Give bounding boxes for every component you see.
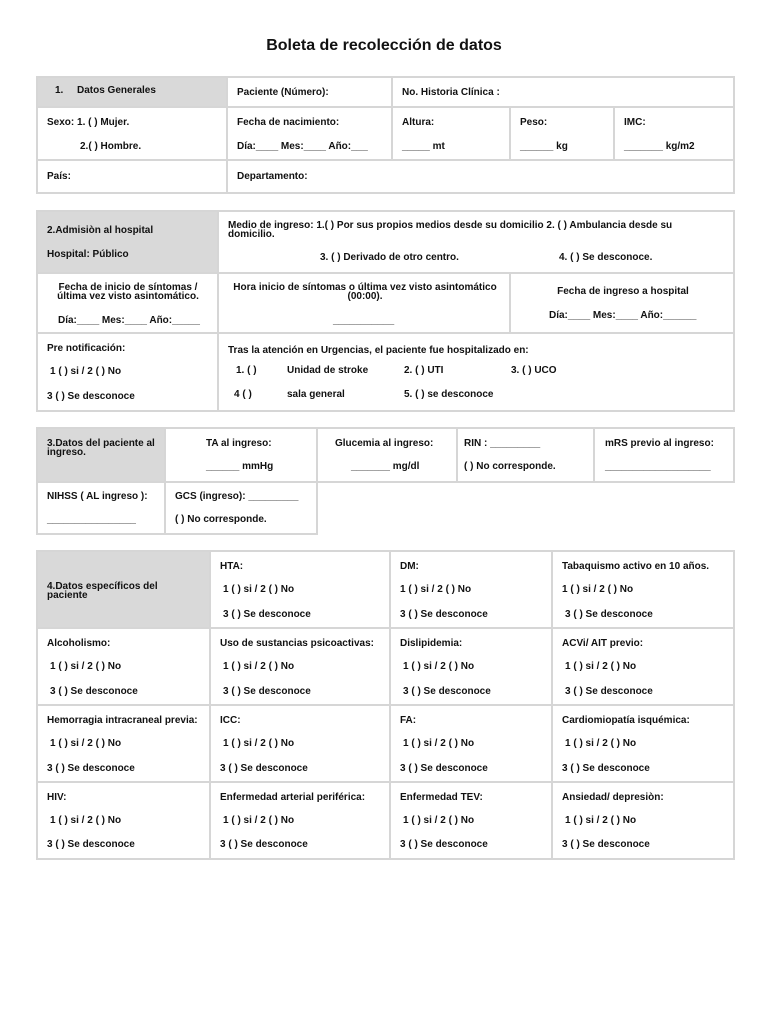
hta-desconoce: 3 ( ) Se desconoce xyxy=(223,609,311,620)
icc-label: ICC: xyxy=(220,715,241,726)
arterial-desconoce: 3 ( ) Se desconoce xyxy=(220,839,308,850)
prenotificacion-cell[interactable] xyxy=(37,333,218,411)
urgencias-option-3: 3. ( ) UCO xyxy=(511,365,557,376)
urgencias-cell[interactable] xyxy=(218,333,734,411)
datos-especificos-header xyxy=(37,551,210,628)
ansiedad-cell[interactable] xyxy=(552,782,734,859)
peso-label: Peso: xyxy=(520,117,548,128)
page-title: Boleta de recolección de datos xyxy=(266,37,502,54)
tev-desconoce: 3 ( ) Se desconoce xyxy=(400,839,488,850)
medio-ingreso-option-3: 3. ( ) Derivado de otro centro. xyxy=(320,252,459,263)
hiv-options: 1 ( ) si / 2 ( ) No xyxy=(50,815,122,826)
imc-unit: _______ kg/m2 xyxy=(624,141,695,152)
cardiomiopatia-label: Cardiomiopatía isquémica: xyxy=(562,715,690,726)
ta-cell[interactable] xyxy=(165,428,317,482)
sexo-cell[interactable] xyxy=(37,107,227,160)
alcoholismo-options: 1 ( ) si / 2 ( ) No xyxy=(50,661,122,672)
arterial-options: 1 ( ) si / 2 ( ) No xyxy=(223,815,295,826)
prenotificacion-desconoce: 3 ( ) Se desconoce xyxy=(47,391,135,402)
rin-cell[interactable] xyxy=(457,428,594,482)
alcoholismo-cell[interactable] xyxy=(37,628,210,705)
acv-options: 1 ( ) si / 2 ( ) No xyxy=(565,661,637,672)
gcs-label: GCS (ingreso): _________ xyxy=(175,491,299,502)
admision-header xyxy=(37,211,218,273)
rin-no-corresponde: ( ) No corresponde. xyxy=(464,461,556,472)
fa-desconoce: 3 ( ) Se desconoce xyxy=(400,763,488,774)
icc-options: 1 ( ) si / 2 ( ) No xyxy=(223,738,295,749)
glucemia-unit: _______ mg/dl xyxy=(351,461,420,472)
tabaquismo-options: 1 ( ) si / 2 ( ) No xyxy=(562,584,634,595)
section-number: 1. xyxy=(55,85,64,96)
section-title: Datos Generales xyxy=(77,85,156,96)
fa-cell[interactable] xyxy=(390,705,552,782)
dm-options: 1 ( ) si / 2 ( ) No xyxy=(400,584,472,595)
hemorragia-options: 1 ( ) si / 2 ( ) No xyxy=(50,738,122,749)
ta-unit: ______ mmHg xyxy=(206,461,274,472)
fecha-ingreso-format: Día:____ Mes:____ Año:______ xyxy=(549,310,697,321)
altura-label: Altura: xyxy=(402,117,435,128)
dislipidemia-cell[interactable] xyxy=(390,628,552,705)
fecha-nacimiento-format: Día:____ Mes:____ Año:___ xyxy=(237,141,368,152)
fecha-ingreso-label: Fecha de ingreso a hospital xyxy=(557,286,689,297)
peso-unit: ______ kg xyxy=(520,141,568,152)
altura-unit: _____ mt xyxy=(402,141,445,152)
fecha-ingreso-cell[interactable] xyxy=(510,273,734,333)
tabaquismo-desconoce: 3 ( ) Se desconoce xyxy=(565,609,653,620)
medio-ingreso-cell[interactable] xyxy=(218,211,734,273)
dm-label: DM: xyxy=(400,561,419,572)
historia-clinica-label: No. Historia Clínica : xyxy=(402,87,500,98)
section-datos-generales xyxy=(36,76,735,194)
datos-generales-header xyxy=(37,77,227,107)
gcs-cell[interactable] xyxy=(165,482,317,534)
sustancias-options: 1 ( ) si / 2 ( ) No xyxy=(223,661,295,672)
mrs-label: mRS previo al ingreso: xyxy=(605,438,714,449)
departamento-label: Departamento: xyxy=(237,171,308,182)
hiv-cell[interactable] xyxy=(37,782,210,859)
fecha-sintomas-format: Día:____ Mes:____ Año:_____ xyxy=(58,315,200,326)
cardiomiopatia-desconoce: 3 ( ) Se desconoce xyxy=(562,763,650,774)
urgencias-option-4-check: 4 ( ) xyxy=(234,389,252,400)
sustancias-desconoce: 3 ( ) Se desconoce xyxy=(223,686,311,697)
medio-ingreso-options: Medio de ingreso: 1.( ) Por sus propios medios desde su domicilio 2. ( ) Ambulancia desde su domicilio. xyxy=(228,220,673,240)
nihss-blank: ________________ xyxy=(47,514,136,525)
acv-desconoce: 3 ( ) Se desconoce xyxy=(565,686,653,697)
hemorragia-label: Hemorragia intracraneal previa: xyxy=(47,715,198,726)
tev-cell[interactable] xyxy=(390,782,552,859)
nihss-cell[interactable] xyxy=(37,482,165,534)
cardiomiopatia-options: 1 ( ) si / 2 ( ) No xyxy=(565,738,637,749)
ansiedad-options: 1 ( ) si / 2 ( ) No xyxy=(565,815,637,826)
ansiedad-label: Ansiedad/ depresiòn: xyxy=(562,792,664,803)
hospital-label: Hospital: Público xyxy=(47,249,129,260)
datos-ingreso-header xyxy=(37,428,165,482)
fecha-nacimiento-cell[interactable] xyxy=(227,107,392,160)
section-datos-ingreso xyxy=(36,427,735,535)
urgencias-option-4: sala general xyxy=(287,389,345,400)
pais-label: País: xyxy=(47,171,71,182)
acv-cell[interactable] xyxy=(552,628,734,705)
tev-label: Enfermedad TEV: xyxy=(400,792,483,803)
urgencias-option-2: 2. ( ) UTI xyxy=(404,365,444,376)
icc-cell[interactable] xyxy=(210,705,390,782)
altura-cell[interactable] xyxy=(392,107,510,160)
cardiomiopatia-cell[interactable] xyxy=(552,705,734,782)
imc-cell[interactable] xyxy=(614,107,734,160)
hora-sintomas-cell[interactable] xyxy=(218,273,510,333)
paciente-cell[interactable] xyxy=(227,77,392,107)
hemorragia-cell[interactable] xyxy=(37,705,210,782)
nihss-label: NIHSS ( AL ingreso ): xyxy=(47,491,148,502)
ansiedad-desconoce: 3 ( ) Se desconoce xyxy=(562,839,650,850)
prenotificacion-label: Pre notificación: xyxy=(47,343,126,354)
dislipidemia-label: Dislipidemia: xyxy=(400,638,463,649)
sustancias-label: Uso de sustancias psicoactivas: xyxy=(220,638,374,649)
hora-sintomas-label: Hora inicio de síntomas o última vez visto asintomático (00:00). xyxy=(233,282,497,302)
hiv-label: HIV: xyxy=(47,792,67,803)
departamento-cell[interactable] xyxy=(227,160,734,193)
dm-desconoce: 3 ( ) Se desconoce xyxy=(400,609,488,620)
historia-clinica-cell[interactable] xyxy=(392,77,734,107)
urgencias-option-1-check: 1. ( ) xyxy=(236,365,257,376)
section-title: 4.Datos específicos del paciente xyxy=(47,581,158,601)
hemorragia-desconoce: 3 ( ) Se desconoce xyxy=(47,763,135,774)
hora-sintomas-blank: ___________ xyxy=(333,315,395,326)
alcoholismo-label: Alcoholismo: xyxy=(47,638,111,649)
tabaquismo-label: Tabaquismo activo en 10 años. xyxy=(562,561,710,572)
rin-label: RIN : _________ xyxy=(464,438,541,449)
hta-label: HTA: xyxy=(220,561,244,572)
fecha-sintomas-label: Fecha de inicio de síntomas / última vez visto asintomático. xyxy=(57,282,199,302)
fecha-sintomas-cell[interactable] xyxy=(37,273,218,333)
fa-label: FA: xyxy=(400,715,417,726)
urgencias-option-1: Unidad de stroke xyxy=(287,365,369,376)
dislipidemia-options: 1 ( ) si / 2 ( ) No xyxy=(403,661,475,672)
hta-options: 1 ( ) si / 2 ( ) No xyxy=(223,584,295,595)
gcs-no-corresponde: ( ) No corresponde. xyxy=(175,514,267,525)
paciente-label: Paciente (Número): xyxy=(237,87,329,98)
sustancias-cell[interactable] xyxy=(210,628,390,705)
dislipidemia-desconoce: 3 ( ) Se desconoce xyxy=(403,686,491,697)
tabaquismo-cell[interactable] xyxy=(552,551,734,628)
acv-label: ACVi/ AIT previo: xyxy=(562,638,644,649)
hiv-desconoce: 3 ( ) Se desconoce xyxy=(47,839,135,850)
urgencias-label: Tras la atención en Urgencias, el paciente fue hospitalizado en: xyxy=(228,345,529,356)
mrs-cell[interactable] xyxy=(594,428,734,482)
sexo-option-mujer: Sexo: 1. ( ) Mujer. xyxy=(47,117,130,128)
glucemia-label: Glucemia al ingreso: xyxy=(335,438,434,449)
medio-ingreso-option-4: 4. ( ) Se desconoce. xyxy=(559,252,653,263)
ta-label: TA al ingreso: xyxy=(206,438,272,449)
mrs-blank: ___________________ xyxy=(605,461,711,472)
fecha-nacimiento-label: Fecha de nacimiento: xyxy=(237,117,340,128)
section-datos-especificos xyxy=(36,550,735,860)
urgencias-option-5: 5. ( ) se desconoce xyxy=(404,389,494,400)
section-title: 3.Datos del paciente al ingreso. xyxy=(47,438,155,458)
glucemia-cell[interactable] xyxy=(317,428,457,482)
dm-cell[interactable] xyxy=(390,551,552,628)
imc-label: IMC: xyxy=(624,117,646,128)
hta-cell[interactable] xyxy=(210,551,390,628)
empty-space xyxy=(317,482,734,534)
tev-options: 1 ( ) si / 2 ( ) No xyxy=(403,815,475,826)
prenotificacion-options: 1 ( ) si / 2 ( ) No xyxy=(50,366,122,377)
alcoholismo-desconoce: 3 ( ) Se desconoce xyxy=(50,686,138,697)
icc-desconoce: 3 ( ) Se desconoce xyxy=(220,763,308,774)
arterial-label: Enfermedad arterial periférica: xyxy=(220,792,366,803)
sexo-option-hombre: 2.( ) Hombre. xyxy=(80,141,142,152)
arterial-cell[interactable] xyxy=(210,782,390,859)
fa-options: 1 ( ) si / 2 ( ) No xyxy=(403,738,475,749)
pais-cell[interactable] xyxy=(37,160,227,193)
section-title: 2.Admisiòn al hospital xyxy=(47,225,154,236)
section-admision xyxy=(36,210,735,412)
peso-cell[interactable] xyxy=(510,107,614,160)
